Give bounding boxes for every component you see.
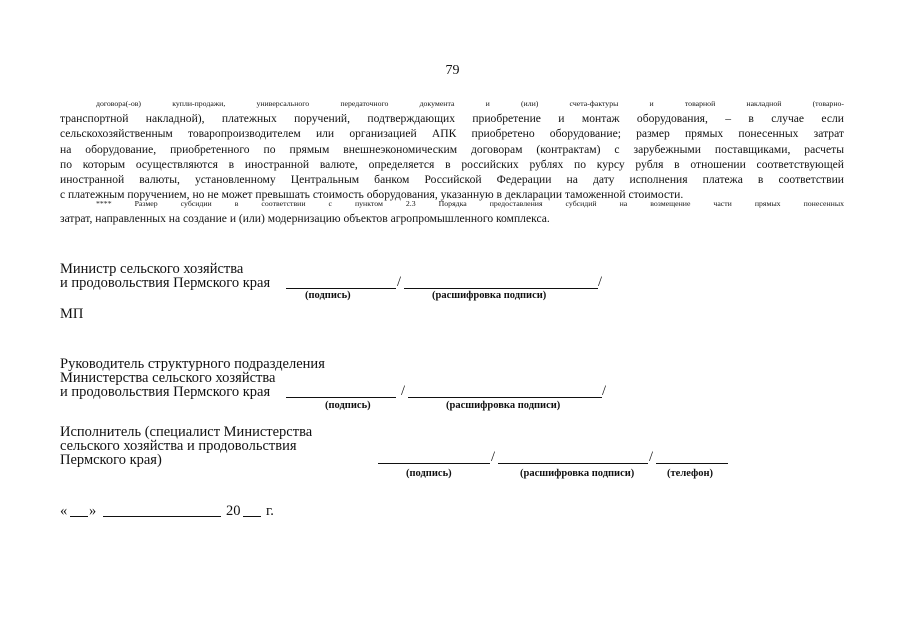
signature-caption: (подпись) [305, 290, 351, 301]
executor-title-line: Исполнитель (специалист Министерства [60, 424, 313, 440]
note-paragraph [60, 96, 844, 202]
decoding-caption: (расшифровка подписи) [432, 290, 547, 301]
month-field [103, 516, 221, 517]
signature-decoding-field [408, 397, 602, 398]
minister-title-line: и продовольствия Пермского края [60, 275, 271, 291]
year-field [243, 516, 261, 517]
head-title-line: и продовольствия Пермского края [60, 384, 271, 400]
seal-label: МП [60, 306, 84, 322]
text-line: затрат, направленных на создание и (или) модернизацию объектов агропромышленного комплекса. [60, 212, 550, 226]
text-line: по которым осуществляются в иностранной валюте, определяется в российских рублях по курсу рубля в отношении соответствующей [60, 157, 844, 171]
text-line: договора(-ов) купли-продажи, универсального передаточного документа и (или) счета-фактуры и товарной накладной (товарно- [96, 99, 844, 108]
text-line: иностранной валюты, установленному Центральным банком Российской Федерации на дату исполнения платежа в соответствии [60, 173, 844, 187]
text-line: с платежным поручением, но не может превышать стоимость оборудования, указанную в декларации таможенной стоимости. [60, 188, 684, 202]
minister-title-line: Министр сельского хозяйства [60, 261, 244, 277]
signature-decoding-field [404, 288, 598, 289]
year-suffix: г. [266, 503, 274, 519]
footnote-paragraph [60, 196, 844, 226]
executor-title-line: Пермского края) [60, 452, 162, 468]
phone-caption: (телефон) [667, 468, 714, 479]
head-title-line: Министерства сельского хозяйства [60, 370, 276, 386]
decoding-caption: (расшифровка подписи) [520, 468, 635, 479]
separator: / [598, 274, 603, 290]
page-number: 79 [445, 63, 460, 78]
separator: / [491, 449, 496, 465]
signature-field [378, 463, 490, 464]
signature-decoding-field [498, 463, 648, 464]
phone-field [656, 463, 728, 464]
signature-field [286, 288, 396, 289]
decoding-caption: (расшифровка подписи) [446, 400, 561, 411]
day-field [70, 516, 88, 517]
executor-title-line: сельского хозяйства и продовольствия [60, 438, 297, 454]
signature-caption: (подпись) [406, 468, 452, 479]
signature-caption: (подпись) [325, 400, 371, 411]
separator: / [649, 449, 654, 465]
text-line: сельскохозяйственным товаропроизводителем или организацией АПК приобретено оборудование; размер прямых понесенных затрат [60, 127, 844, 141]
close-quote: » [89, 503, 97, 519]
signature-field [286, 397, 396, 398]
text-line: на оборудование, приобретенного по прямым внешнеэкономическим договорам (контрактам) с зарубежными поставщиками, расчеты [60, 142, 844, 156]
head-title-line: Руководитель структурного подразделения [60, 356, 325, 372]
text-line: транспортной накладной), платежных поручений, подтверждающих приобретение и монтаж оборудования, – в случае если [60, 112, 844, 126]
year-prefix: 20 [226, 503, 241, 519]
open-quote: « [60, 503, 68, 519]
separator: / [602, 383, 607, 399]
text-line: **** Размер субсидии в соответствии с пунктом 2.3 Порядка предоставления субсидий на возмещение части прямых понесенных [96, 199, 844, 208]
separator: / [397, 274, 402, 290]
separator: / [401, 383, 406, 399]
